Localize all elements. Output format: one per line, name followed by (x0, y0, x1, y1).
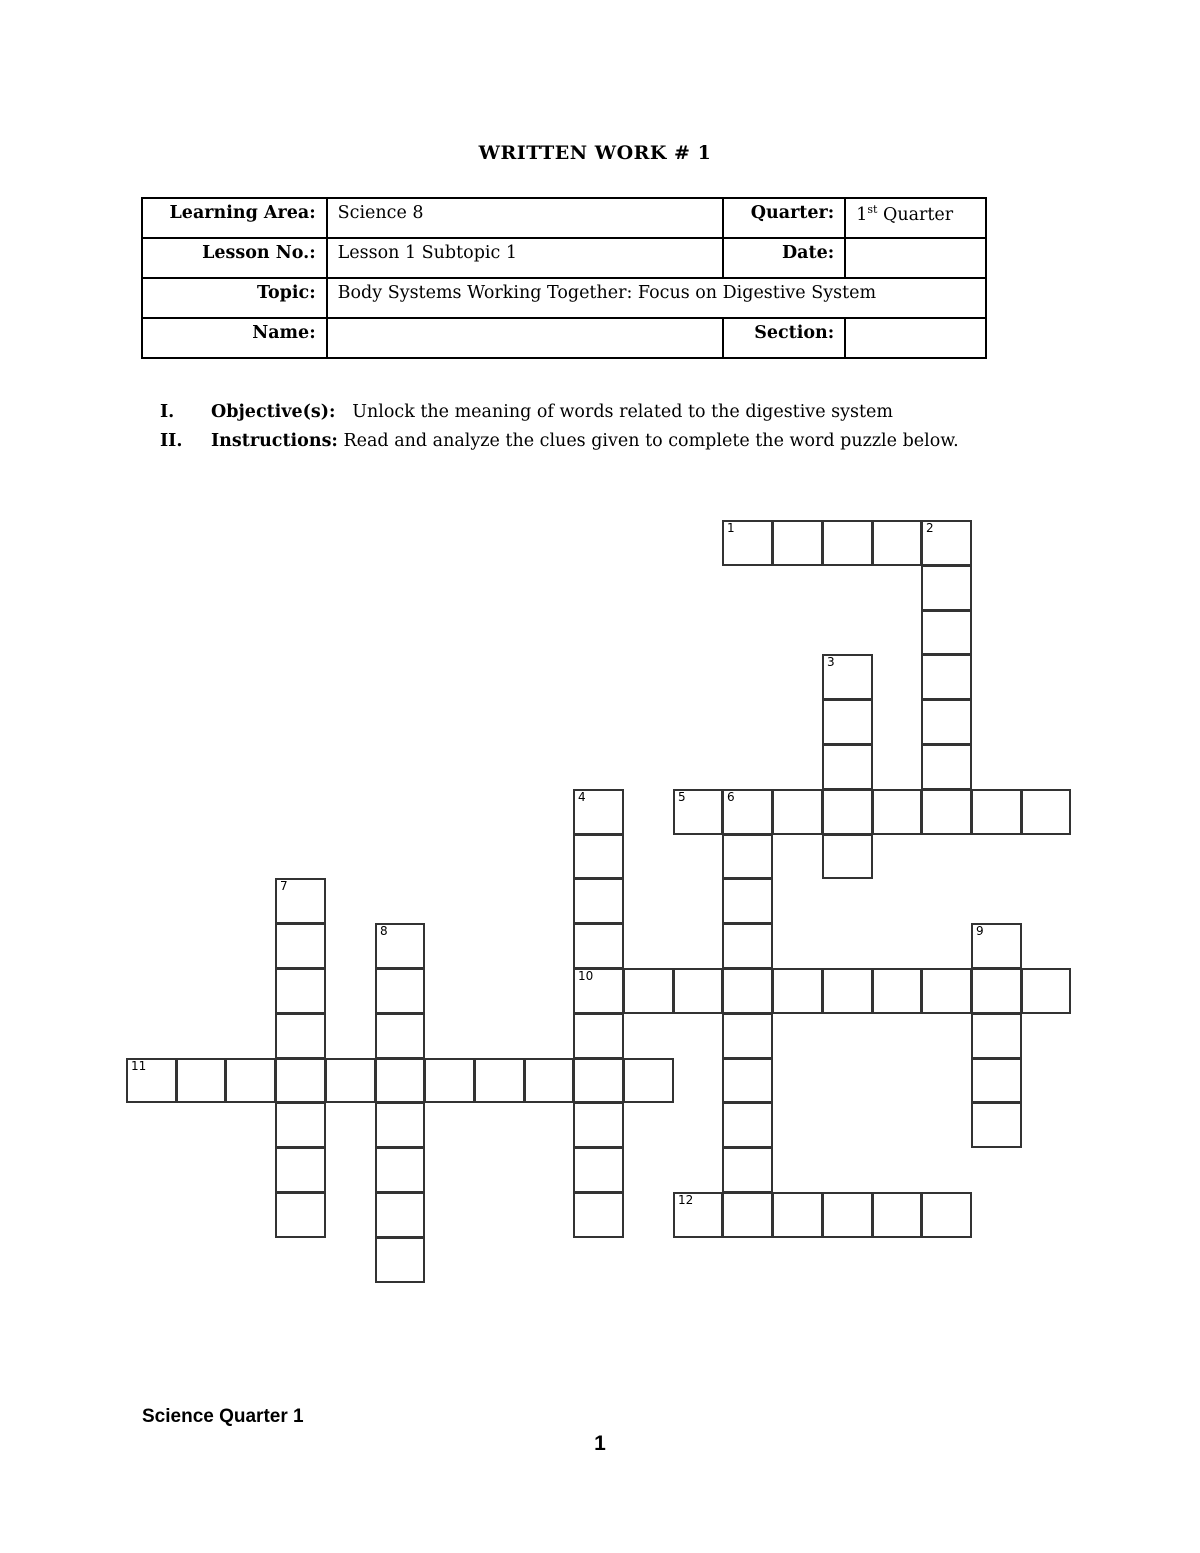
crossword-cell[interactable] (375, 1102, 425, 1148)
crossword-cell[interactable] (722, 1058, 773, 1103)
crossword-cell[interactable] (822, 834, 873, 879)
crossword-cell[interactable] (921, 1192, 972, 1238)
page-number: 1 (594, 1432, 606, 1455)
crossword-cell[interactable] (921, 789, 972, 835)
crossword-cell[interactable] (921, 744, 972, 790)
crossword-cell[interactable] (971, 968, 1022, 1014)
crossword-cell[interactable] (822, 789, 873, 835)
clue-number: 2 (926, 521, 934, 535)
crossword-cell[interactable] (573, 1192, 624, 1238)
topic-value: Body Systems Working Together: Focus on Digestive System (327, 278, 986, 318)
crossword-cell[interactable] (573, 1102, 624, 1148)
crossword-cell[interactable] (772, 520, 823, 566)
quarter-number: 1 (856, 204, 868, 225)
section-field[interactable] (845, 318, 986, 358)
crossword-cell[interactable] (971, 923, 1022, 969)
crossword-cell[interactable] (573, 923, 624, 969)
crossword-cell[interactable] (375, 1237, 425, 1283)
crossword-cell[interactable] (375, 968, 425, 1014)
crossword-cell[interactable] (1021, 968, 1071, 1014)
objective-text: Unlock the meaning of words related to the digestive system (352, 402, 893, 422)
crossword-cell[interactable] (921, 610, 972, 655)
crossword-cell[interactable] (872, 1192, 922, 1238)
crossword-cell[interactable] (722, 520, 773, 566)
crossword-cell[interactable] (1021, 789, 1071, 835)
crossword-cell[interactable] (573, 1147, 624, 1193)
crossword-cell[interactable] (822, 968, 873, 1014)
learning-area-label: Learning Area: (142, 198, 327, 238)
info-row-name (142, 318, 986, 358)
clue-number: 1 (727, 521, 735, 535)
crossword-cell[interactable] (325, 1058, 376, 1103)
crossword-cell[interactable] (872, 968, 922, 1014)
info-row-topic (142, 278, 986, 318)
quarter-ordinal: st (867, 203, 878, 216)
crossword-cell[interactable] (375, 1147, 425, 1193)
clue-number: 12 (678, 1193, 694, 1207)
instructions-content (211, 427, 1031, 456)
learning-area-value: Science 8 (327, 198, 724, 238)
section-label: Section: (723, 318, 845, 358)
crossword-cell[interactable] (623, 1058, 674, 1103)
clue-number: 5 (678, 790, 686, 804)
crossword-cell[interactable] (872, 520, 922, 566)
crossword-cell[interactable] (822, 654, 873, 700)
crossword-cell[interactable] (722, 1013, 773, 1059)
clue-number: 7 (280, 879, 288, 893)
crossword-cell[interactable] (275, 1102, 326, 1148)
crossword-cell[interactable] (822, 520, 873, 566)
instructions-text: Read and analyze the clues given to complete the word puzzle below. (343, 431, 959, 451)
info-row-learning-area (142, 198, 986, 238)
crossword-cell[interactable] (722, 1147, 773, 1193)
crossword-cell[interactable] (772, 789, 823, 835)
crossword-cell[interactable] (524, 1058, 574, 1103)
quarter-label: Quarter: (723, 198, 845, 238)
crossword-cell[interactable] (822, 1192, 873, 1238)
crossword-cell[interactable] (921, 968, 972, 1014)
crossword-cell[interactable] (424, 1058, 475, 1103)
crossword-cell[interactable] (722, 1102, 773, 1148)
crossword-cell[interactable] (722, 968, 773, 1014)
crossword-cell[interactable] (722, 789, 773, 835)
crossword-cell[interactable] (772, 968, 823, 1014)
crossword-cell[interactable] (275, 1147, 326, 1193)
crossword-cell[interactable] (573, 1058, 624, 1103)
clue-number: 9 (976, 924, 984, 938)
crossword-cell[interactable] (822, 744, 873, 790)
objective-label: Objective(s): (211, 402, 336, 422)
crossword-cell[interactable] (275, 1058, 326, 1103)
crossword-cell[interactable] (375, 1013, 425, 1059)
crossword-cell[interactable] (921, 520, 972, 566)
clue-number: 8 (380, 924, 388, 938)
crossword-cell[interactable] (573, 968, 624, 1014)
crossword-cell[interactable] (722, 878, 773, 924)
date-field[interactable] (845, 238, 986, 278)
crossword-cell[interactable] (921, 565, 972, 611)
objective-content (211, 398, 1031, 427)
instructions-label: Instructions: (211, 431, 338, 451)
crossword-cell[interactable] (375, 1058, 425, 1103)
crossword-cell[interactable] (872, 789, 922, 835)
quarter-value (845, 198, 986, 238)
crossword-cell[interactable] (573, 834, 624, 879)
clue-number: 4 (578, 790, 586, 804)
crossword-cell[interactable] (971, 1013, 1022, 1059)
crossword-cell[interactable] (673, 1192, 723, 1238)
page-title: WRITTEN WORK # 1 (478, 142, 712, 164)
crossword-cell[interactable] (971, 1102, 1022, 1148)
crossword-cell[interactable] (722, 1192, 773, 1238)
crossword-cell[interactable] (275, 923, 326, 969)
objective-numeral: I. (160, 402, 175, 422)
crossword-cell[interactable] (573, 878, 624, 924)
lesson-label: Lesson No.: (142, 238, 327, 278)
crossword-cell[interactable] (822, 699, 873, 745)
crossword-cell[interactable] (673, 789, 723, 835)
topic-label: Topic: (142, 278, 327, 318)
crossword-cell[interactable] (126, 1058, 177, 1103)
crossword-cell[interactable] (275, 878, 326, 924)
lesson-value: Lesson 1 Subtopic 1 (327, 238, 724, 278)
crossword-cell[interactable] (722, 834, 773, 879)
date-label: Date: (723, 238, 845, 278)
clue-number: 3 (827, 655, 835, 669)
crossword-cell[interactable] (275, 1192, 326, 1238)
crossword-cell[interactable] (225, 1058, 276, 1103)
crossword-cell[interactable] (623, 968, 674, 1014)
crossword-cell[interactable] (275, 968, 326, 1014)
quarter-word: Quarter (877, 204, 954, 225)
crossword-cell[interactable] (921, 699, 972, 745)
crossword-cell[interactable] (971, 789, 1022, 835)
footer-label: Science Quarter 1 (142, 1406, 304, 1427)
name-label: Name: (142, 318, 327, 358)
crossword-cell[interactable] (673, 968, 723, 1014)
crossword-cell[interactable] (275, 1013, 326, 1059)
crossword-cell[interactable] (375, 1192, 425, 1238)
crossword-cell[interactable] (573, 1013, 624, 1059)
crossword-cell[interactable] (573, 789, 624, 835)
clue-number: 11 (131, 1059, 147, 1073)
name-field[interactable] (327, 318, 724, 358)
instructions-numeral: II. (160, 431, 183, 451)
clue-number: 6 (727, 790, 735, 804)
crossword-cell[interactable] (474, 1058, 525, 1103)
info-table (141, 197, 987, 359)
crossword-cell[interactable] (176, 1058, 226, 1103)
crossword-cell[interactable] (772, 1192, 823, 1238)
crossword-cell[interactable] (971, 1058, 1022, 1103)
clue-number: 10 (578, 969, 594, 983)
info-row-lesson (142, 238, 986, 278)
crossword-cell[interactable] (375, 923, 425, 969)
crossword-cell[interactable] (722, 923, 773, 969)
crossword-cell[interactable] (921, 654, 972, 700)
